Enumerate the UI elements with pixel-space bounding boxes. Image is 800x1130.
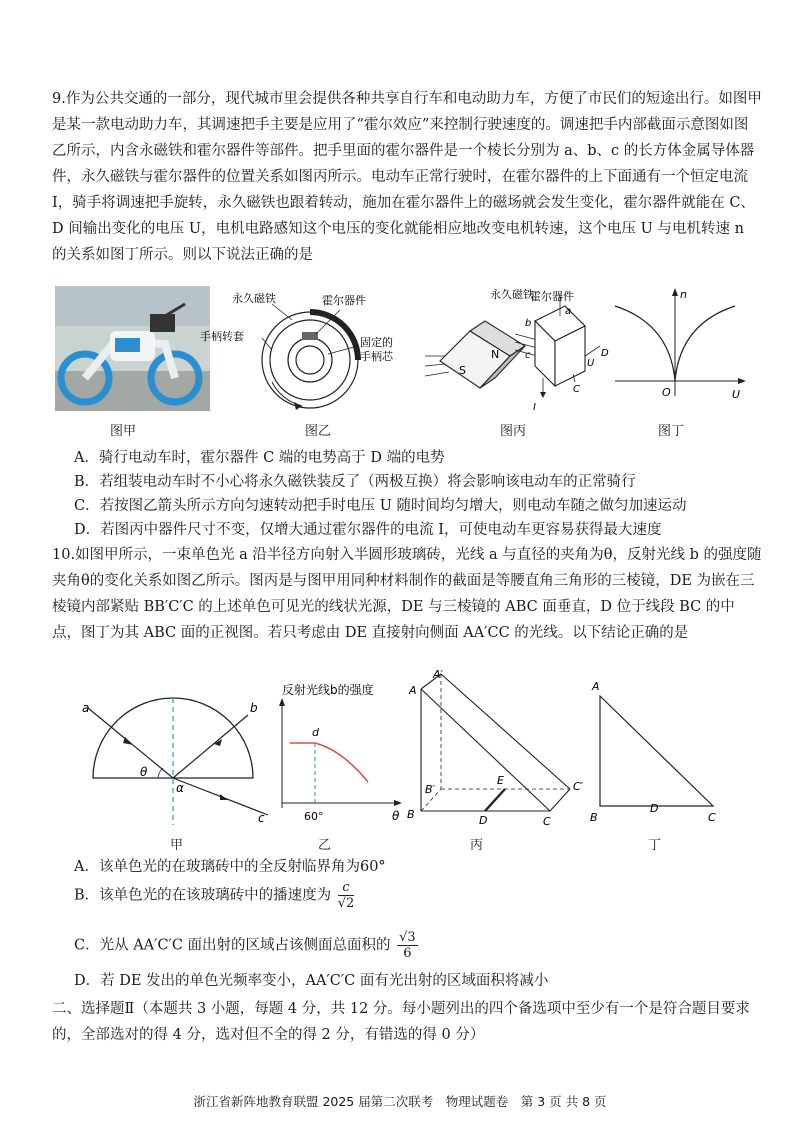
question-number: 10. [52,547,76,563]
label-B: B [590,811,598,824]
magnet-hall-diagram [425,286,615,416]
q9-option-d[interactable]: D．若图丙中器件尺寸不变，仅增大通过霍尔器件的电流 I，可使电动车更容易获得最大速度 [74,522,662,538]
fraction-c-over-root2: $\frac{c}{√2}$ [337,880,355,911]
label-hall2: 霍尔器件 [530,290,574,303]
label-b: b [525,318,532,329]
question-9 [52,86,762,268]
question-10 [52,542,762,646]
label-I: I [533,402,536,413]
caption-ding: 丁 [648,838,662,853]
q10-option-a[interactable]: A．该单色光的在玻璃砖中的全反射临界角为60° [74,859,386,875]
label-sixty: 60° [304,810,324,823]
q9-option-c[interactable]: C．若按图乙箭头所示方向匀速转动把手时电压 U 随时间均匀增大，则电动车随之做匀加速运动 [74,498,687,514]
label-D: D [479,814,488,827]
caption-fig-jia: 图甲 [110,424,137,439]
caption-jia: 甲 [170,838,184,853]
q10-option-c[interactable]: C．光从 AA′C′C 面出射的区域占该侧面总面积的 $\frac{√3}{6}$ [74,930,416,961]
label-ray-a: a [82,701,90,715]
label-d-point: d [312,726,319,739]
label-magnet: 永久磁铁 [232,292,276,305]
label-origin: O [662,386,671,399]
label-C: C [543,815,551,828]
q10-option-b[interactable]: B．该单色光的在该玻璃砖中的播速度为 $\frac{c}{√2}$ [74,880,355,911]
label-core1: 固定的 [360,336,393,349]
intensity-graph [272,680,412,825]
label-n-axis: n [680,288,687,301]
caption-fig-bing: 图丙 [500,424,527,439]
caption-bing: 丙 [470,838,484,853]
question-text: 作为公共交通的一部分，现代城市里会提供各种共享自行车和电动助力车，方便了市民们的短途出行。如图甲是某一款电动助力车，其调速把手主要是应用了“霍尔效应”来控制行驶速度的。调速把手内部截面示意图如图乙所示，内含永磁铁和霍尔器件等部件。把手里面的霍尔器件是一个棱长分别为 a、b、c 的长方体金属导体器件，永久磁铁与霍尔器件的位置关系如图丙所示。电动车正常行驶时，在霍尔器件的上下面通有一个恒定电流 I，骑手将调速把手旋转，永久磁铁也跟着转动，施加在霍尔器件上的磁场就会发生变化，霍尔器件就能在 C、D 间输出变化的电压 U，电机电路感知这个电压的变化就能相应地改变电机转速，这个电压 U 与电机转速 n 的关系如图丁所示。则以下说法正确的是 [52,91,762,263]
caption-yi: 乙 [318,838,332,853]
ebike-photo [55,286,210,411]
label-theta: θ [140,765,148,779]
label-sleeve: 手柄转套 [200,330,244,343]
section-2-header: 二、选择题Ⅱ（本题共 3 小题，每题 4 分，共 12 分。每小题列出的四个备选项中至少有一个是符合题目要求的，全部选对的得 4 分，选对但不全的得 2 分，有错选的得 0 分） [52,1001,750,1043]
caption-fig-yi: 图乙 [305,424,332,439]
label-S: S [459,364,466,377]
label-D: D [601,348,609,359]
q9-option-a[interactable]: A．骑行电动车时，霍尔器件 C 端的电势高于 D 端的电势 [74,450,445,466]
label-U: U [587,358,595,369]
prism-front-view [588,676,728,826]
label-theta-axis: θ [392,809,400,823]
label-alpha: α [176,781,184,795]
question-number: 9. [52,91,66,107]
label-ray-c: c [258,811,265,825]
label-N: N [491,348,500,361]
label-A: A [409,684,417,697]
q10-option-d[interactable]: D．若 DE 发出的单色光频率变小，AA′C′C 面有光出射的区域面积将减小 [74,973,549,989]
label-C: C [708,811,716,824]
label-E: E [497,774,504,787]
label-C: C [573,384,580,395]
label-c: c [525,350,531,361]
label-magnet2: 永久磁铁 [490,288,534,301]
label-intensity: 反射光线b的强度 [282,683,374,697]
q9-option-b[interactable]: B．若组装电动车时不小心将永久磁铁装反了（两极互换）将会影响该电动车的正常骑行 [74,474,636,490]
handle-cross-section [200,290,422,415]
label-hall: 霍尔器件 [322,294,366,307]
page-footer: 浙江省新阵地教育联盟 2025 届第二次联考 物理试题卷 第 3 页 共 8 页 [193,1094,607,1109]
label-a: a [565,306,572,317]
voltage-speed-graph [610,284,750,409]
label-C-prime: C′ [573,780,584,793]
label-D: D [650,802,659,815]
label-core2: 手柄芯 [360,350,393,363]
label-A-prime: A′ [433,668,444,681]
fraction-root3-over-6: $\frac{√3}{6}$ [399,930,416,961]
semicircle-glass-diagram [78,690,278,830]
label-U-axis: U [732,388,741,401]
label-B-prime: B′ [425,783,436,796]
caption-fig-ding: 图丁 [658,424,685,439]
question-text: 如图甲所示，一束单色光 a 沿半径方向射入半圆形玻璃砖，光线 a 与直径的夹角为θ，反射光线 b 的强度随夹角θ的变化关系如图乙所示。图丙是与图甲用同种材料制作的截面是等腰直角三角形的三棱镜，DE 为嵌在三棱镜内部紧贴 BB′C′C 的上述单色可见光的线状光源，DE 与三棱镜的 ABC 面垂直，D 位于线段 BC 的中点，图丁为其 ABC 面的正视图。若只考虑由 DE 直接射向侧面 AA′CC 的光线。以下结论正确的是 [52,547,762,641]
label-ray-b: b [250,701,258,715]
label-B: B [407,808,415,821]
prism-3d-diagram [405,664,595,829]
label-A: A [592,680,600,693]
